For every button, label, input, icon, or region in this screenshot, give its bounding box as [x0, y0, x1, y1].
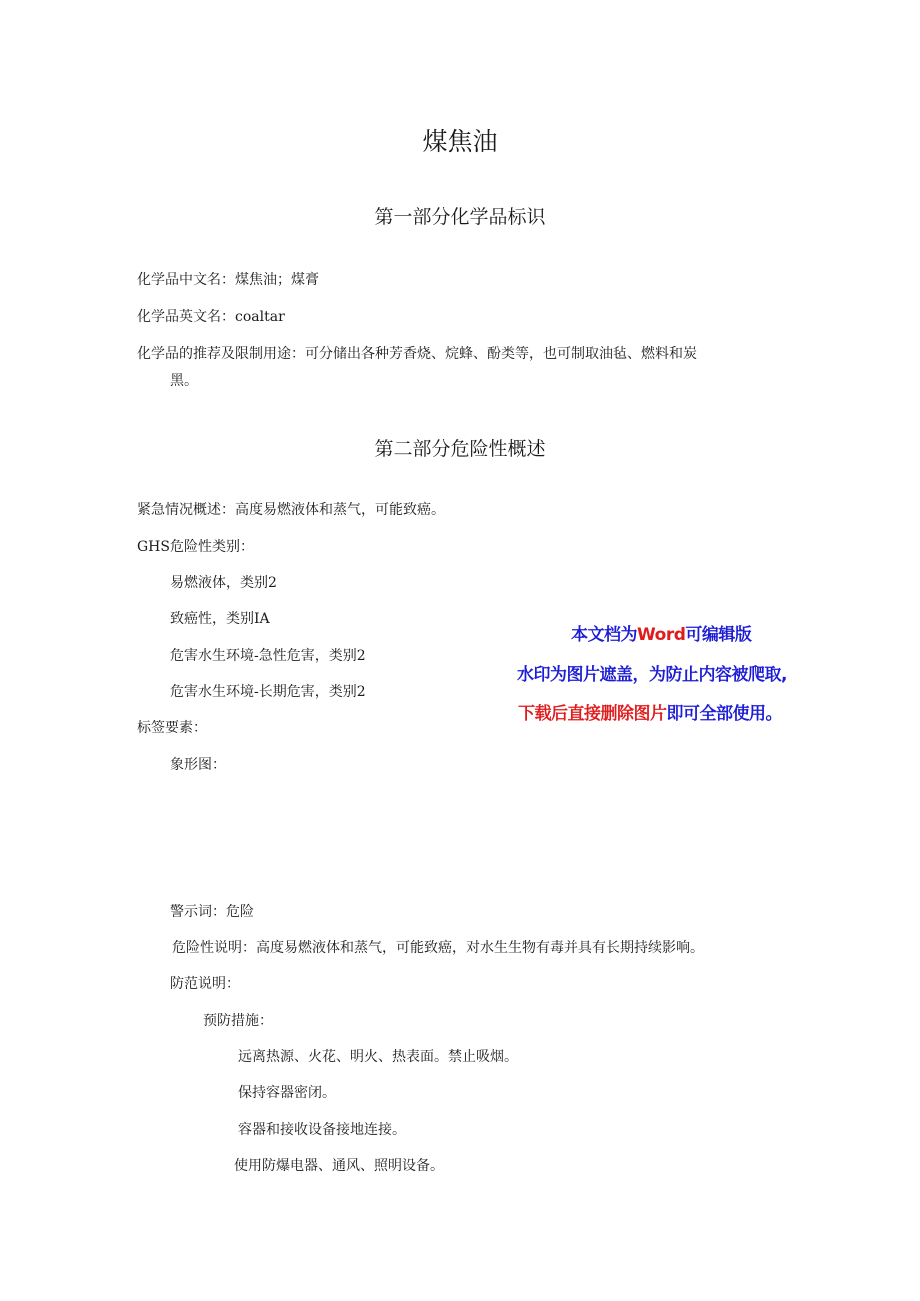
emergency-overview: 紧急情况概述：高度易燃液体和蒸气，可能致癌。	[137, 502, 445, 518]
english-name-line: 化学品英文名：coaltar	[137, 309, 285, 325]
ghs-category-label: GHS危险性类别：	[137, 539, 254, 555]
prevention-label: 预防措施：	[203, 1013, 273, 1029]
watermark-line-3	[518, 699, 782, 724]
prevention-item: 使用防爆电器、通风、照明设备。	[234, 1158, 444, 1174]
ghs-item: 致癌性，类别IA	[170, 611, 270, 627]
signal-word: 警示词：危险	[170, 904, 254, 920]
section2-heading: 第二部分危险性概述	[374, 438, 546, 460]
hazard-statement: 危险性说明：高度易燃液体和蒸气，可能致癌，对水生生物有毒并具有长期持续影响。	[172, 940, 704, 956]
prevention-item: 容器和接收设备接地连接。	[238, 1122, 406, 1138]
label-elements: 标签要素：	[137, 720, 207, 736]
usage-line-2: 黑。	[170, 373, 198, 389]
prevention-item: 远离热源、火花、明火、热表面。禁止吸烟。	[238, 1049, 518, 1065]
precaution-label: 防范说明：	[170, 976, 240, 992]
watermark-text: 水印为图片遮盖，为防止内容被爬取,	[517, 665, 787, 685]
ghs-item: 危害水生环境-急性危害，类别2	[170, 648, 366, 664]
watermark-text: 下载后直接删除图片	[518, 704, 667, 724]
document-title: 煤焦油	[422, 127, 498, 156]
watermark-line-2	[517, 660, 787, 685]
watermark-line-1	[571, 620, 751, 645]
watermark-text: 本文档为	[571, 625, 637, 645]
section1-heading: 第一部分化学品标识	[374, 206, 546, 228]
chinese-name-line: 化学品中文名：煤焦油；煤膏	[137, 272, 319, 288]
ghs-item: 易燃液体，类别2	[170, 575, 277, 591]
pictogram-label: 象形图：	[170, 757, 226, 773]
watermark-text: 即可全部使用。	[666, 704, 782, 724]
ghs-item: 危害水生环境-长期危害，类别2	[170, 684, 366, 700]
usage-line-1: 化学品的推荐及限制用途：可分储出各种芳香烧、烷蜂、酚类等，也可制取油毡、燃料和炭	[137, 346, 697, 362]
watermark-text: 可编辑版	[685, 625, 752, 645]
prevention-item: 保持容器密闭。	[238, 1085, 336, 1101]
watermark-text: Word	[637, 625, 686, 645]
